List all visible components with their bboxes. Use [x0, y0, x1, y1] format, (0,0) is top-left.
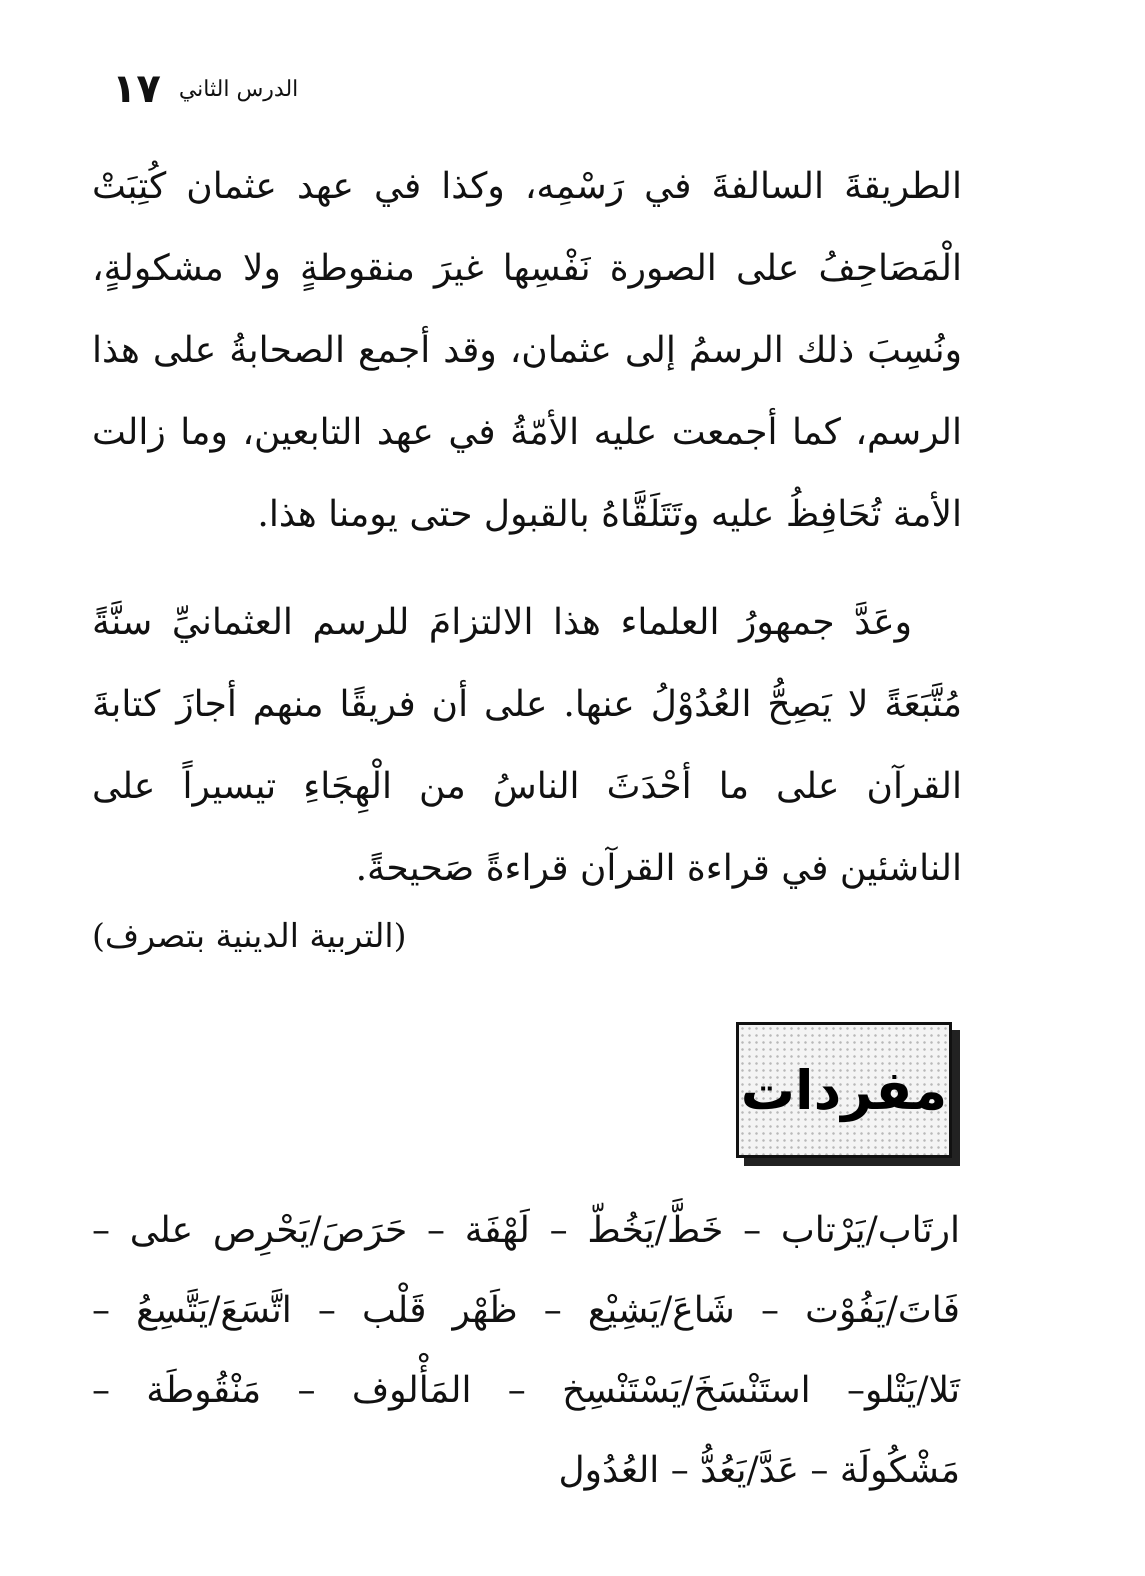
running-header	[112, 64, 298, 114]
vocabulary-heading-box	[736, 1022, 952, 1158]
page-number: ١٧	[112, 66, 161, 112]
source-citation: (التربية الدينية بتصرف)	[92, 916, 407, 955]
paragraph-1: الطريقةَ السالفةَ في رَسْمِه، وكذا في عهد عثمان كُتِبَتْ الْمَصَاحِفُ على الصورة نَفْسِها غيرَ منقوطةٍ ولا مشكولةٍ، ونُسِبَ ذلك الرسمُ إلى عثمان، وقد أجمع الصحابةُ على هذا الرسم، كما أجمعت عليه الأمّةُ في عهد التابعين، وما زالت الأمة تُحَافِظُ عليه وتَتَلَقَّاهُ بالقبول حتى يومنا هذا.	[92, 166, 962, 535]
vocabulary-line: مَشْكُولَة – عَدَّ/يَعُدُّ – العُدُول	[558, 1450, 960, 1491]
vocabulary-line: تَلا/يَتْلو– استَنْسَخَ/يَسْتَنْسِخ – المَأْلوف – مَنْقُوطَة –	[92, 1370, 960, 1411]
paragraph-2: وعَدَّ جمهورُ العلماء هذا الالتزامَ للرسم العثمانيِّ سنَّةً مُتَّبَعَةً لا يَصِحُّ العُدُوْلُ عنها. على أن فريقًا منهم أجازَ كتابةَ القرآن على ما أحْدَثَ الناسُ من الْهِجَاءِ تيسيراً على الناشئين في قراءة القرآن قراءةً صَحيحةً.	[92, 602, 962, 889]
lesson-title: الدرس الثاني	[178, 76, 299, 102]
vocabulary-line: فَاتَ/يَفُوْت – شَاعَ/يَشِيْع – ظَهْر قَلْب – اتَّسَعَ/يَتَّسِعُ –	[92, 1290, 960, 1331]
vocabulary-line: ارتَاب/يَرْتاب – خَطَّ/يَخُطّ – لَهْفَة – حَرَصَ/يَحْرِص على –	[92, 1210, 960, 1251]
vocabulary-heading: مفردات	[740, 1058, 948, 1122]
